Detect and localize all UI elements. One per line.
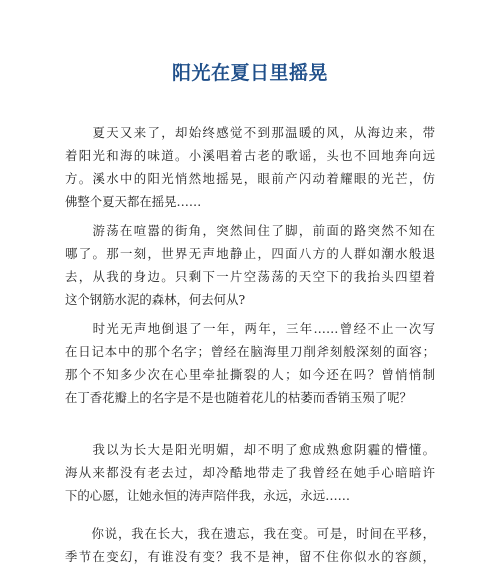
paragraph-line: 着阳光和海的味道。小溪唱着古老的歌谣，头也不回地奔向远 [65, 148, 435, 163]
paragraph-4 [65, 438, 435, 507]
paragraph-line: 季节在变幻，有谁没有变？我不是神，留不住你似水的容颜， [65, 549, 435, 564]
paragraph-line: 佛整个夏天都在摇晃…… [65, 194, 202, 209]
paragraph-5 [65, 522, 435, 568]
paragraph-line: 去，从我的身边。只剩下一片空荡荡的天空下的我抬头四望着 [65, 269, 435, 284]
paragraph-3 [65, 317, 435, 409]
paragraph-1 [65, 121, 435, 213]
paragraph-line: 在丁香花瓣上的名字是不是也随着花儿的枯萎而香销玉殒了呢？ [65, 390, 412, 405]
paragraph-line: 时光无声地倒退了一年，两年，三年……曾经不止一次写 [65, 321, 435, 336]
paragraph-line: 夏天又来了，却始终感觉不到那温暖的风，从海边来，带 [65, 125, 435, 140]
paragraph-line: 在日记本中的那个名字；曾经在脑海里刀削斧刻般深刻的面容； [65, 344, 435, 359]
paragraph-line: 游荡在喧嚣的街角，突然间住了脚，前面的路突然不知在 [65, 223, 435, 238]
paragraph-line: 我以为长大是阳光明媚，却不明了愈成熟愈阴霾的懵懂。 [65, 442, 435, 457]
paragraph-line: 下的心愿，让她永恒的涛声陪伴我，永远，永远…… [65, 488, 350, 503]
paragraph-line: 方。溪水中的阳光悄然地摇晃，眼前产闪动着耀眼的光芒，仿 [65, 171, 435, 186]
paragraph-line: 那个不知多少次在心里牵扯撕裂的人；如今还在吗？曾悄悄制 [65, 367, 435, 382]
paragraph-2 [65, 219, 435, 311]
paragraph-line: 这个钢筋水泥的森林，何去何从? [65, 292, 246, 307]
paragraph-line: 哪了。那一刻，世界无声地静止，四面八方的人群如潮水般退 [65, 246, 435, 261]
document-title: 阳光在夏日里摇晃 [171, 62, 328, 84]
paragraph-line: 海从来都没有老去过，却冷酷地带走了我曾经在她手心暗暗许 [65, 465, 435, 480]
paragraph-line: 你说，我在长大，我在遗忘，我在变。可是，时间在平移， [65, 526, 435, 541]
